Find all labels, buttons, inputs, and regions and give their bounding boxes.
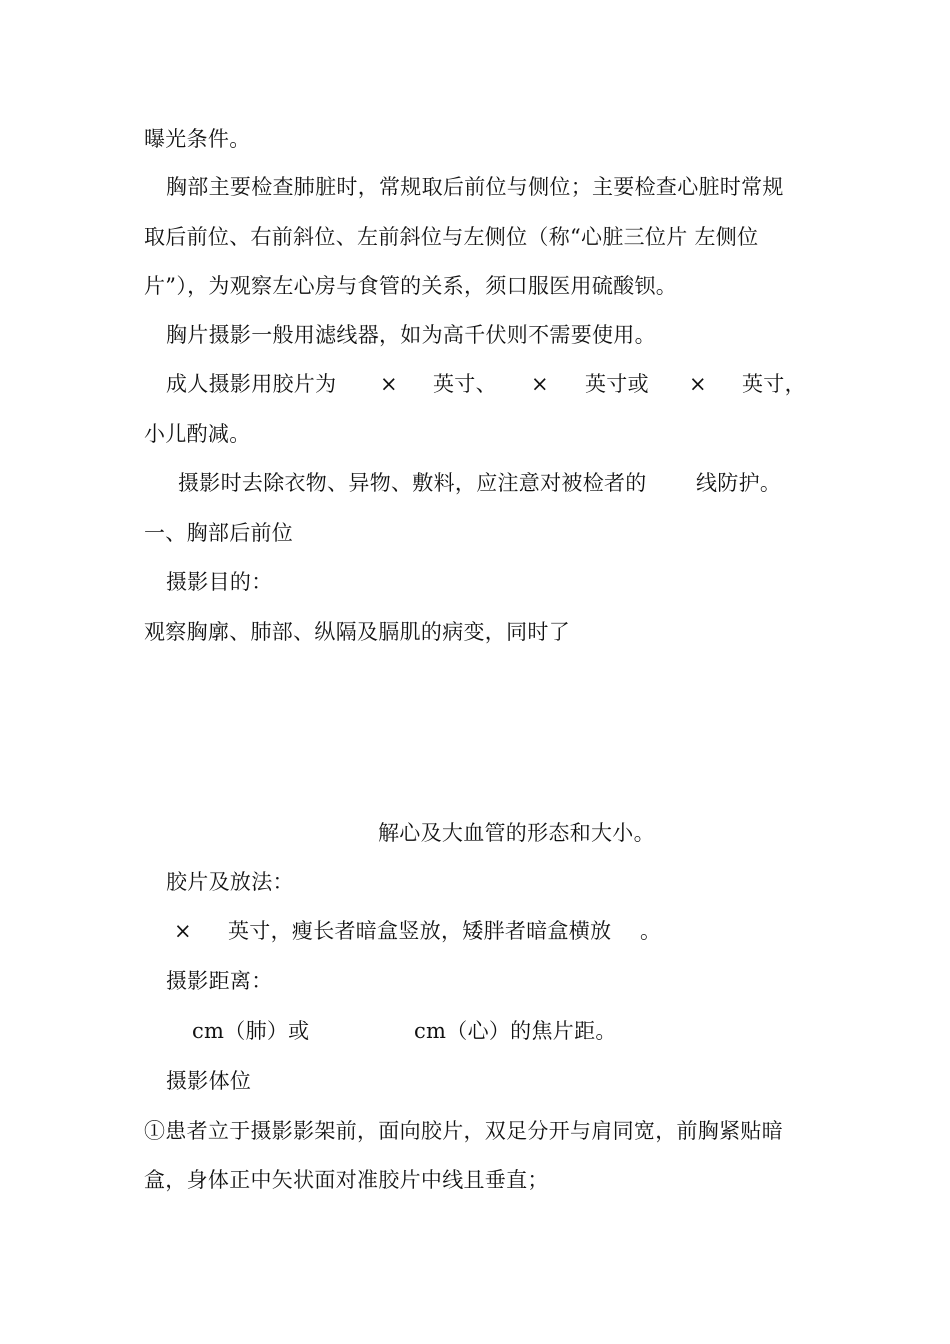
text-line xyxy=(0,470,950,496)
text-line xyxy=(0,918,950,944)
text-segment: 线防护。 xyxy=(696,471,782,495)
text-line: 观察胸廓、肺部、纵隔及膈肌的病变，同时了 xyxy=(144,620,570,644)
text-segment: cm（肺）或 xyxy=(192,1019,310,1043)
text-segment: 成人摄影用胶片为 xyxy=(166,372,337,396)
text-segment: 摄影时去除衣物、异物、敷料，应注意对被检者的 xyxy=(178,471,647,495)
text-segment: cm（心）的焦片距。 xyxy=(414,1019,617,1043)
text-line: 摄影目的： xyxy=(166,570,273,594)
text-line: 胸片摄影一般用滤线器，如为高千伏则不需要使用。 xyxy=(166,323,656,347)
text-line: 胶片及放法： xyxy=(166,870,294,894)
text-segment: 英寸、 xyxy=(433,372,497,396)
text-segment: × xyxy=(531,372,549,396)
text-segment: × xyxy=(174,919,192,943)
text-line: 摄影距离： xyxy=(166,969,273,993)
text-segment: × xyxy=(380,372,398,396)
text-line: 取后前位、右前斜位、左前斜位与左侧位（称“心脏三位片 左侧位 xyxy=(144,225,759,249)
text-line: 小儿酌减。 xyxy=(144,422,251,446)
text-segment: 英寸，瘦长者暗盒竖放，矮胖者暗盒横放 xyxy=(228,919,612,943)
text-segment: × xyxy=(689,372,707,396)
text-line xyxy=(0,1018,950,1044)
text-line xyxy=(0,371,950,397)
text-line: 摄影体位 xyxy=(166,1069,252,1093)
text-segment: 。 xyxy=(640,919,662,943)
text-line: 胸部主要检查肺脏时，常规取后前位与侧位；主要检查心脏时常规 xyxy=(166,175,784,199)
section-heading: 一、胸部后前位 xyxy=(144,521,294,545)
text-segment: 英寸或 xyxy=(585,372,649,396)
text-line: 盒，身体正中矢状面对准胶片中线且垂直； xyxy=(144,1168,549,1192)
text-line: 曝光条件。 xyxy=(144,127,251,151)
text-segment: 英寸， xyxy=(742,372,806,396)
text-line: 片”），为观察左心房与食管的关系，须口服医用硫酸钡。 xyxy=(144,274,678,298)
text-line: ①患者立于摄影影架前，面向胶片，双足分开与肩同宽，前胸紧贴暗 xyxy=(144,1119,783,1143)
text-line: 解心及大血管的形态和大小。 xyxy=(378,821,655,845)
